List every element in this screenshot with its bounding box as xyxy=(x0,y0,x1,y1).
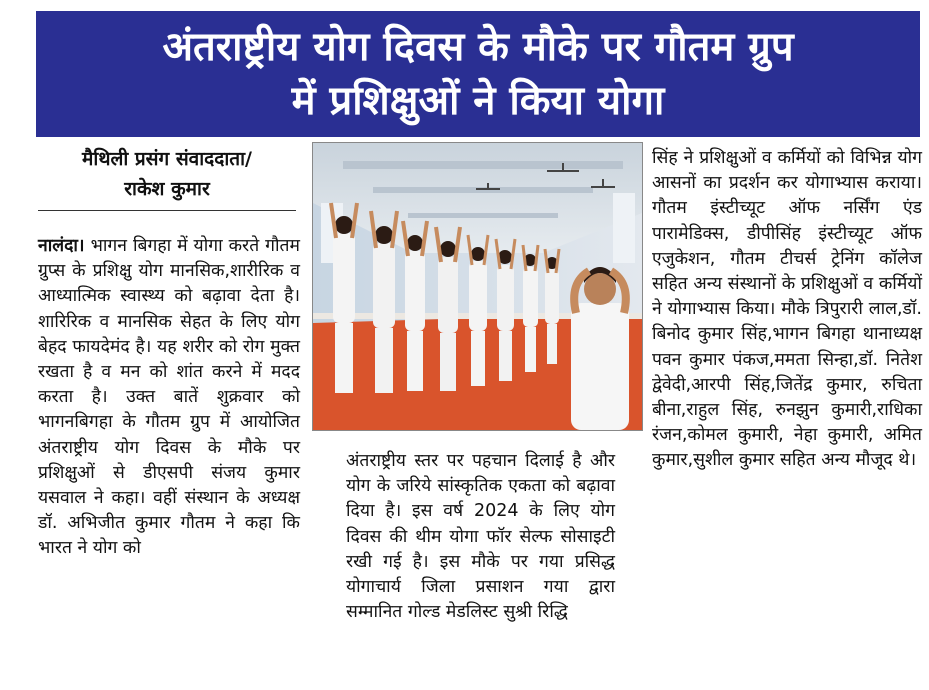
article-column-3 xyxy=(652,146,922,474)
headline-line-2: में प्रशिक्षुओं ने किया योगा xyxy=(291,78,665,124)
byline-author: राकेश कुमार xyxy=(124,178,210,200)
yoga-photo-illustration xyxy=(313,143,642,430)
article-text-col3: सिंह ने प्रशिक्षुओं व कर्मियों को विभिन्न योग आसनों का प्रदर्शन कर योगाभ्यास कराया। गौतम इंस्टीच्यूट ऑफ नर्सिंग एंड पारामेडिक्स, डीपीसिंह इंस्टीच्यूट ऑफ एजुकेशन, गौतम टीचर्स ट्रेनिंग कॉलेज सहित अन्य संस्थानों के प्रशिक्षुओं व कर्मियों ने योगाभ्यास किया। मौके त्रिपुरारी लाल,डॉ. बिनोद कुमार सिंह,भागन बिगहा थानाध्यक्ष पवन कुमार पंकज,ममता सिन्हा,डॉ. नितेश द्वेवेदी,आरपी सिंह,जितेंद्र कुमार, रुचिता बीना,राहुल सिंह, रुनझुन कुमारी,राधिका रंजन,कोमल कुमारी, नेहा कुमारी, अमित कुमार,सुशील कुमार सहित अन्य मौजूद थे। xyxy=(652,148,922,471)
byline-divider xyxy=(38,210,296,211)
article-column-1 xyxy=(38,234,300,562)
article-paragraph-1 xyxy=(38,234,300,562)
article-column-2 xyxy=(346,449,615,625)
article-text-col2: अंतराष्ट्रीय स्तर पर पहचान दिलाई है और योग के जरिये सांस्कृतिक एकता को बढ़ावा दिया है। इस वर्ष 2024 के लिए योग दिवस की थीम योगा फॉर सेल्फ सोसाइटी रखी गई है। इस मौके पर गया प्रसिद्ध योगाचार्य जिला प्रसाशन गया द्वारा सम्मानित गोल्ड मेडलिस्ट सुश्री रिद्धि xyxy=(346,451,615,623)
headline-line-1: अंतराष्ट्रीय योग दिवस के मौके पर गौतम ग्रुप xyxy=(162,24,794,70)
article-text-col1: भागन बिगहा में योगा करते गौतम ग्रुप्स के प्रशिक्षु योग मानसिक,शारीरिक व आध्यात्मिक स्वास्थ्य को बढ़ावा देता है।शारिरिक व मानसिक सेहत के लिए योग बेहद फायदेमंद है। यह शरीर को रोग मुक्त रखता है व मन को शांत करने में मदद करता है। उक्त बातें शुक्रवार को भागनबिगहा के गौतम ग्रुप में आयोजित अंतराष्ट्रीय योग दिवस के मौके पर प्रशिक्षुओं से डीएसपी संजय कुमार यसवाल ने कहा। वहीं संस्थान के अध्यक्ष डॉ. अभिजीत कुमार गौतम ने कहा कि भारत ने योग को xyxy=(38,236,300,559)
yoga-group-photo xyxy=(312,142,643,431)
headline-banner xyxy=(36,11,920,137)
byline-reporter: मैथिली प्रसंग संवाददाता/ xyxy=(82,148,252,170)
byline xyxy=(38,144,296,204)
dateline: नालंदा। xyxy=(38,236,85,256)
